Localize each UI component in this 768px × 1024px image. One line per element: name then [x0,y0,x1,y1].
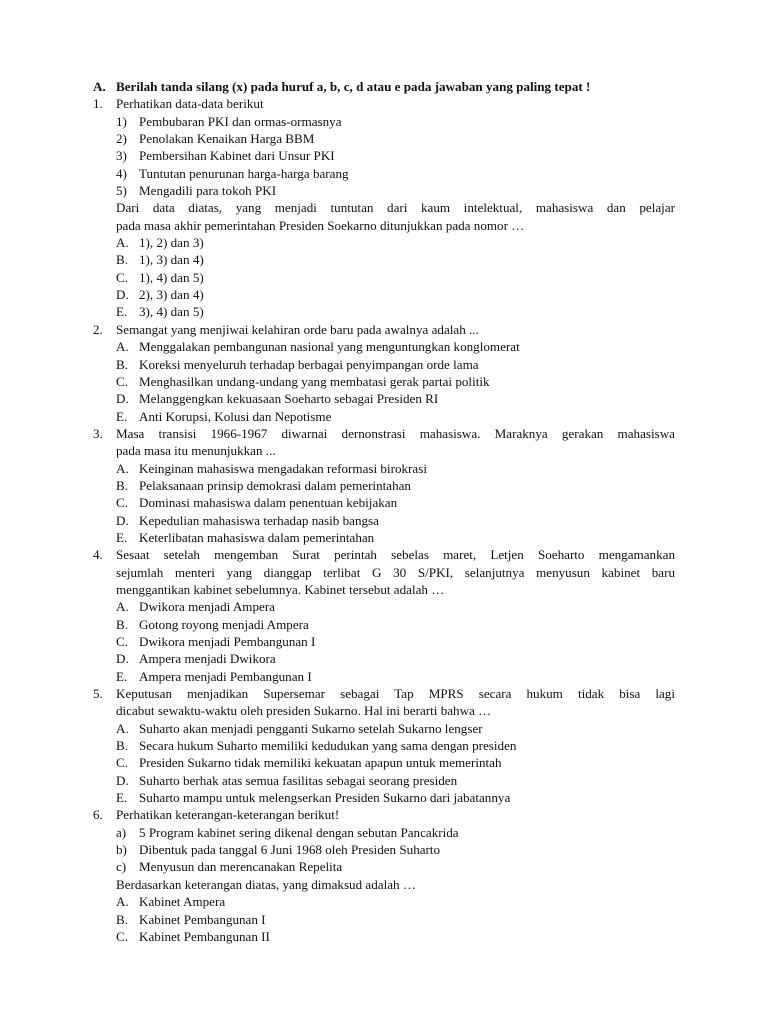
question-text: Perhatikan keterangan-keterangan berikut! [116,807,340,823]
question-text: menggantikan kabinet sebelumnya. Kabinet tersebut adalah … [116,581,445,597]
option-label: E. [116,304,128,320]
answer-option [0,408,768,425]
option-text: 1), 2) dan 3) [139,235,204,251]
item-label: 3) [116,148,127,164]
option-text: Suharto mampu untuk melengserkan Presiden Sukarno dari jabatannya [139,790,511,806]
question-text: Masa transisi 1966-1967 diwarnai dernonstrasi mahasiswa. Maraknya gerakan mahasiswa [116,425,675,441]
option-text: 3), 4) dan 5) [139,304,204,320]
option-label: A. [116,339,129,355]
question-text: sejumlah menteri yang dianggap terlibat G 30 S/PKI, selanjutnya menyusun kabinet baru [116,564,675,580]
question-text: dicabut sewaktu-waktu oleh presiden Sukarno. Hal ini berarti bahwa … [116,703,492,719]
question-text: Perhatikan data-data berikut [116,96,264,112]
option-label: D. [116,651,129,667]
question-number: 1. [93,96,103,112]
question-text: Sesaat setelah mengemban Surat perintah sebelas maret, Letjen Soeharto mengamankan [116,547,675,563]
question-number: 3. [93,425,103,441]
answer-option [0,356,768,373]
item-label: c) [116,859,127,875]
question-1-stem [0,95,768,112]
list-item [0,165,768,182]
item-label: 1) [116,113,127,129]
list-item [0,130,768,147]
answer-option [0,754,768,771]
question-1-prompt [0,199,768,216]
option-label: D. [116,287,129,303]
option-label: A. [116,720,129,736]
option-label: A. [116,894,129,910]
list-item [0,182,768,199]
answer-option [0,720,768,737]
question-text: Semangat yang menjiwai kelahiran orde baru pada awalnya adalah ... [116,321,479,337]
answer-option [0,650,768,667]
question-4-stem [0,564,768,581]
option-label: D. [116,391,129,407]
answer-option [0,512,768,529]
question-4-stem [0,546,768,563]
document-page [0,78,768,945]
option-label: E. [116,529,128,545]
option-text: 1), 4) dan 5) [139,269,204,285]
option-text: Ampera menjadi Dwikora [139,651,276,667]
option-text: Dwikora menjadi Pembangunan I [139,634,316,649]
option-text: Keterlibatan mahasiswa dalam pemerintahan [139,529,375,545]
question-3-stem [0,442,768,459]
item-label: b) [116,842,127,858]
answer-option [0,668,768,685]
option-label: D. [116,772,129,788]
answer-option [0,234,768,251]
option-text: Secara hukum Suharto memiliki kedudukan yang sama dengan presiden [139,738,517,754]
question-text: Berdasarkan keterangan diatas, yang dimaksud adalah … [116,876,416,892]
answer-option [0,598,768,615]
list-item [0,824,768,841]
item-text: Pembersihan Kabinet dari Unsur PKI [139,148,335,164]
item-label: 2) [116,131,127,147]
question-text: Keputusan menjadikan Supersemar sebagai Tap MPRS secara hukum tidak bisa lagi [116,686,675,702]
option-label: C. [116,634,129,649]
option-label: A. [116,235,129,251]
option-label: C. [116,269,129,285]
section-heading [0,78,768,95]
answer-option [0,286,768,303]
question-number: 5. [93,686,103,702]
question-text: pada masa itu menunjukkan ... [116,443,276,459]
item-label: 5) [116,183,127,199]
option-label: C. [116,373,129,389]
option-text: Kabinet Pembangunan II [139,928,270,944]
answer-option [0,251,768,268]
item-text: Mengadili para tokoh PKI [139,183,277,199]
option-text: Dwikora menjadi Ampera [139,599,275,615]
option-text: Kabinet Ampera [139,894,226,910]
option-label: B. [116,616,129,632]
option-label: B. [116,738,129,754]
option-label: A. [116,599,129,615]
question-number: 6. [93,807,103,823]
answer-option [0,303,768,320]
option-text: Gotong royong menjadi Ampera [139,616,309,632]
option-text: Kepedulian mahasiswa terhadap nasib bangsa [139,512,379,528]
item-text: Menyusun dan merencanakan Repelita [139,859,343,875]
item-text: 5 Program kabinet sering dikenal dengan sebutan Pancakrida [139,824,459,840]
answer-option [0,373,768,390]
option-label: E. [116,668,128,684]
item-text: Pembubaran PKI dan ormas-ormasnya [139,113,342,129]
question-2-stem [0,321,768,338]
answer-option [0,772,768,789]
question-number: 4. [93,547,103,563]
list-item [0,113,768,130]
option-label: A. [116,460,129,476]
item-label: 4) [116,165,127,181]
answer-option [0,477,768,494]
answer-option [0,269,768,286]
option-label: E. [116,790,128,806]
question-3-stem [0,425,768,442]
question-5-stem [0,685,768,702]
option-text: 1), 3) dan 4) [139,252,204,268]
answer-option [0,737,768,754]
question-4-stem [0,581,768,598]
option-text: Keinginan mahasiswa mengadakan reformasi birokrasi [139,460,427,476]
option-label: C. [116,928,129,944]
option-text: 2), 3) dan 4) [139,287,204,303]
option-label: B. [116,252,129,268]
question-6-stem [0,806,768,823]
option-label: C. [116,755,129,771]
option-text: Dominasi mahasiswa dalam penentuan kebijakan [139,495,398,511]
option-text: Melanggengkan kekuasaan Soeharto sebagai Presiden RI [139,391,439,407]
option-text: Koreksi menyeluruh terhadap berbagai penyimpangan orde lama [139,356,479,372]
item-text: Dibentuk pada tanggal 6 Juni 1968 oleh Presiden Suharto [139,842,441,858]
question-5-stem [0,702,768,719]
option-text: Pelaksanaan prinsip demokrasi dalam pemerintahan [139,477,411,493]
option-label: E. [116,408,128,424]
option-text: Anti Korupsi, Kolusi dan Nepotisme [139,408,332,424]
option-text: Suharto berhak atas semua fasilitas sebagai seorang presiden [139,772,458,788]
item-label: a) [116,824,127,840]
item-text: Penolakan Kenaikan Harga BBM [139,131,315,147]
option-text: Menggalakan pembangunan nasional yang menguntungkan konglomerat [139,339,520,355]
option-label: B. [116,911,129,927]
question-6-prompt [0,876,768,893]
question-text: pada masa akhir pemerintahan Presiden Soekarno ditunjukkan pada nomor … [116,217,525,233]
list-item [0,858,768,875]
option-text: Menghasilkan undang-undang yang membatasi gerak partai politik [139,373,490,389]
option-label: B. [116,477,129,493]
question-text: Dari data diatas, yang menjadi tuntutan dari kaum intelektual, mahasiswa dan pelajar [116,200,675,216]
question-1-prompt [0,217,768,234]
answer-option [0,893,768,910]
answer-option [0,460,768,477]
answer-option [0,911,768,928]
answer-option [0,529,768,546]
answer-option [0,633,768,650]
answer-option [0,494,768,511]
list-item [0,147,768,164]
answer-option [0,390,768,407]
section-instruction: Berilah tanda silang (x) pada huruf a, b, c, d atau e pada jawaban yang paling tepat ! [116,79,591,94]
question-number: 2. [93,321,103,337]
option-text: Presiden Sukarno tidak memiliki kekuatan apapun untuk memerintah [139,755,502,771]
section-marker: A. [93,79,106,94]
option-label: D. [116,512,129,528]
option-label: C. [116,495,129,511]
option-text: Suharto akan menjadi pengganti Sukarno setelah Sukarno lengser [139,720,483,736]
answer-option [0,789,768,806]
list-item [0,841,768,858]
option-text: Ampera menjadi Pembangunan I [139,668,312,684]
answer-option [0,928,768,945]
option-label: B. [116,356,129,372]
answer-option [0,338,768,355]
item-text: Tuntutan penurunan harga-harga barang [139,165,349,181]
option-text: Kabinet Pembangunan I [139,911,266,927]
answer-option [0,616,768,633]
